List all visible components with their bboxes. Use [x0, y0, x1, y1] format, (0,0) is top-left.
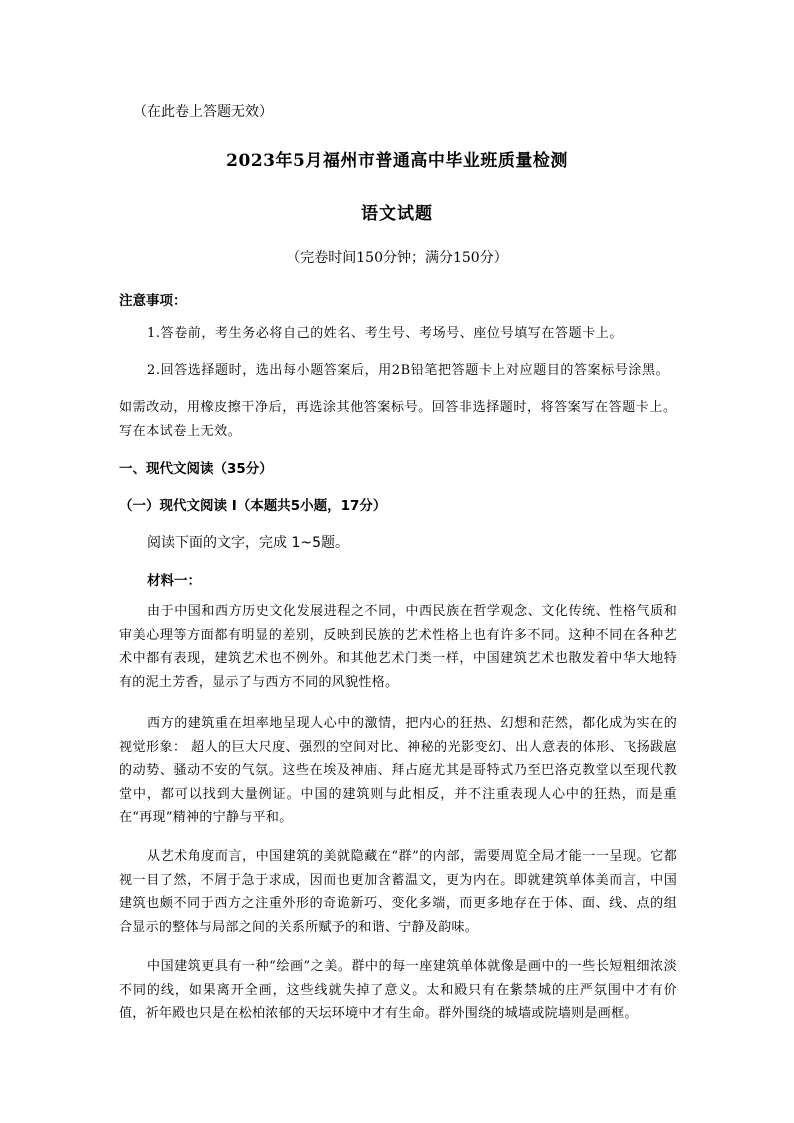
material-paragraph-4: 中国建筑更具有一种“绘画”之美。群中的每一座建筑单体就像是画中的一些长短粗细浓淡不同的线，如果离开全画，这些线就失掉了意义。太和殿只有在紫禁城的庄严氛围中才有价值，祈年殿也只是在松柏浓郁的天坛环境中才有生命。群外围绕的城墙或院墙则是画框。 [119, 959, 677, 1021]
subsection-heading: （一）现代文阅读 I（本题共5小题，17分） [119, 498, 387, 514]
exam-subtitle: 语文试题 [361, 204, 433, 224]
instruction-item-1: 1.答卷前，考生务必将自己的姓名、考生号、考场号、座位号填写在答题卡上。 [147, 326, 624, 341]
instruction-item-2-end: 写在本试卷上无效。 [119, 424, 242, 439]
instructions-heading: 注意事项： [119, 293, 187, 309]
material-paragraph-1: 由于中国和西方历史文化发展进程之不同，中西民族在哲学观念、文化传统、性格气质和审美心理等方面都有明显的差别，反映到民族的艺术性格上也有许多不同。这种不同在各种艺术中都有表现，建筑艺术也不例外。和其他艺术门类一样，中国建筑艺术也散发着中华大地特有的泥土芳香，显示了与西方不同的风貌性格。 [119, 604, 677, 690]
section-heading: 一、现代文阅读（35分） [119, 461, 273, 477]
material-label: 材料一： [147, 573, 201, 589]
invalid-answer-notice: （在此卷上答题无效） [133, 104, 273, 120]
material-paragraph-3: 从艺术角度而言，中国建筑的美就隐藏在“群”的内部，需要周览全局才能一一呈现。它都视一目了然，不屑于急于求成，因而也更加含蓄温文，更为内在。即就建筑单体美而言，中国建筑也颇不同于西方之注重外形的奇诡新巧、变化多端，而更多地存在于体、面、线、点的组合显示的整体与局部之间的关系所赋予的和谐、宁静及韵味。 [119, 849, 677, 935]
instruction-item-2-cont: 如需改动，用橡皮擦干净后，再选涂其他答案标号。回答非选择题时，将答案写在答题卡上。 [119, 400, 677, 415]
exam-timing: （完卷时间150分钟；满分150分） [286, 250, 508, 266]
material-paragraph-2: 西方的建筑重在坦率地呈现人心中的激情，把内心的狂热、幻想和茫然，都化成为实在的视觉形象： 超人的巨大尺度、强烈的空间对比、神秘的光影变幻、出人意表的体形、飞扬跋扈的动势、骚动不安的气氛。这些在埃及神庙、拜占庭尤其是哥特式乃至巴洛克教堂以至现代教堂中，都可以找到大量例证。中国的建筑则与此相反，并不注重表现人心中的狂热，而是重在“再现”精神的宁静与平和。 [119, 716, 677, 825]
reading-directions: 阅读下面的文字，完成 1~5题。 [147, 535, 349, 551]
instruction-item-2: 2.回答选择题时，选出每小题答案后，用2B铅笔把答题卡上对应题目的答案标号涂黑。 [147, 363, 670, 378]
exam-title: 2023年5月福州市普通高中毕业班质量检测 [226, 151, 568, 171]
